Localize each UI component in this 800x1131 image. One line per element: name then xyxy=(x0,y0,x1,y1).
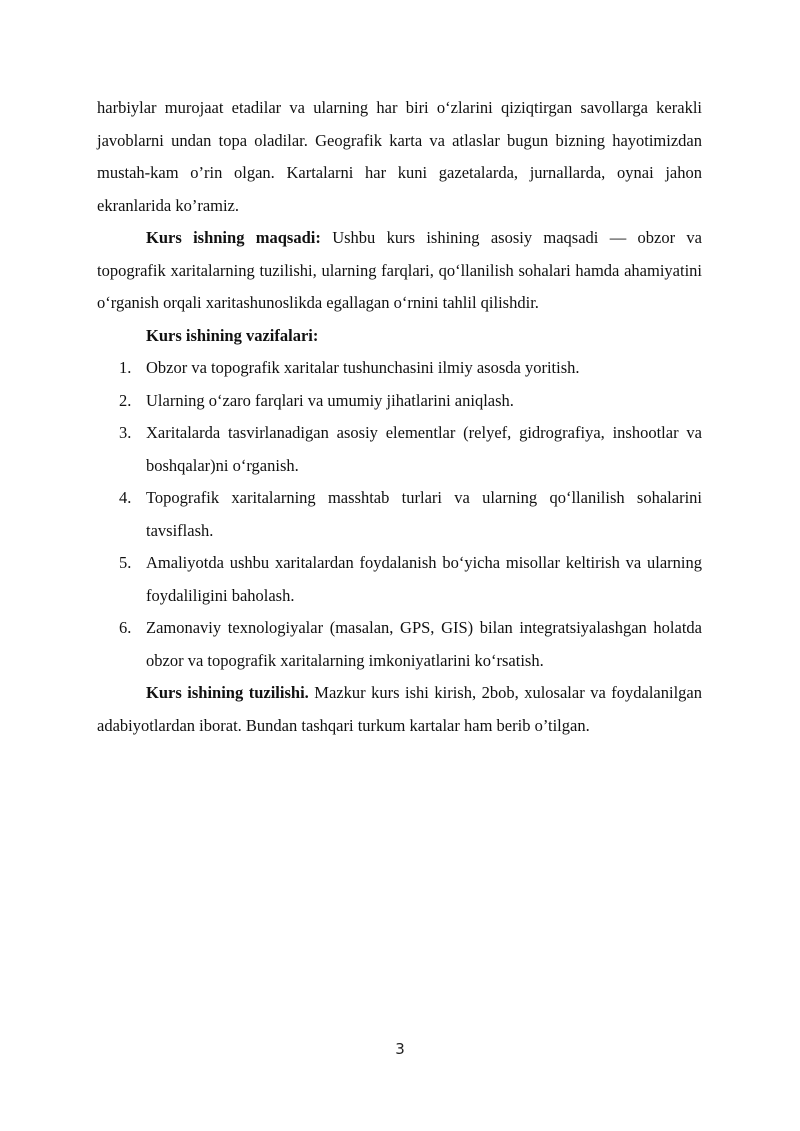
structure-heading: Kurs ishining tuzilishi. xyxy=(146,683,309,702)
list-item-text: Amaliyotda ushbu xaritalardan foydalanish bo‘yicha misollar keltirish va ularning foydaliligini baholash. xyxy=(146,553,702,605)
list-item xyxy=(97,612,702,677)
document-body xyxy=(97,92,702,742)
list-item-text: Ularning o‘zaro farqlari va umumiy jihatlarini aniqlash. xyxy=(146,390,514,410)
list-item-number: 6. xyxy=(119,618,132,637)
goal-text: Ushbu kurs ishining asosiy maqsadi — obzor va topografik xaritalarning tuzilishi, ularning farqlari, qo‘llanilish sohalari hamda ahamiyatini o‘rganish orqali xaritashunoslikda egallagan o‘rnini tahlil qilishdir. xyxy=(97,228,702,312)
list-item-number: 2. xyxy=(119,390,132,410)
goal-heading: Kurs ishning maqsadi: xyxy=(146,228,321,247)
list-item xyxy=(97,482,702,547)
list-item xyxy=(97,385,702,418)
structure-text: Mazkur kurs ishi kirish, 2bob, xulosalar va foydalanilgan adabiyotlardan iborat. Bundan tashqari turkum kartalar ham berib o’tilgan. xyxy=(97,683,702,735)
list-item-text: Xaritalarda tasvirlanadigan asosiy elementlar (relyef, gidrografiya, inshootlar va boshqalar)ni o‘rganish. xyxy=(146,423,702,475)
list-item xyxy=(97,417,702,482)
tasks-list xyxy=(97,352,702,677)
tasks-heading-paragraph xyxy=(97,320,702,353)
list-item-number: 5. xyxy=(119,553,132,572)
page-number: 3 xyxy=(395,1040,405,1058)
list-item xyxy=(97,547,702,612)
list-item-text: Topografik xaritalarning masshtab turlari va ularning qo‘llanilish sohalarini tavsiflash. xyxy=(146,488,702,540)
list-item-number: 4. xyxy=(119,488,132,507)
list-item-number: 3. xyxy=(119,423,132,442)
list-item-text: Zamonaviy texnologiyalar (masalan, GPS, GIS) bilan integratsiyalashgan holatda obzor va topografik xaritalarning imkoniyatlarini ko‘rsatish. xyxy=(146,618,702,670)
list-item-number: 1. xyxy=(119,358,132,377)
structure-paragraph xyxy=(97,677,702,742)
list-item xyxy=(97,352,702,385)
intro-paragraph: harbiylar murojaat etadilar va ularning har biri o‘zlarini qiziqtirgan savollarga kerakli javoblarni undan topa oladilar. Geografik karta va atlaslar bugun bizning hayotimizdan mustah-kam o’rin olgan. Kartalarni har kuni gazetalarda, jurnallarda, oynai jahon ekranlarida ko’ramiz. xyxy=(97,98,702,215)
list-item-text: Obzor va topografik xaritalar tushunchasini ilmiy asosda yoritish. xyxy=(146,358,580,377)
goal-paragraph xyxy=(97,222,702,320)
tasks-heading: Kurs ishining vazifalari: xyxy=(146,325,319,345)
